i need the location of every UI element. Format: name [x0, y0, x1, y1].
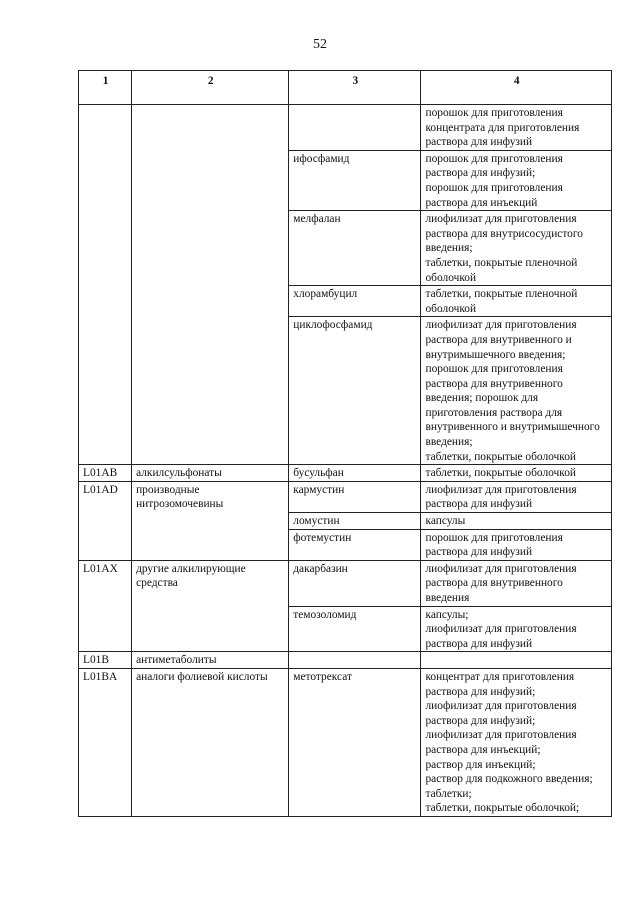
form-cell: концентрат для приготовления раствора для инфузий; лиофилизат для приготовления раствора для инфузий; лиофилизат для приготовления раствора для инъекций; раствор для инъекций; раствор для подкожного введения; таблетки; таблетки, покрытые оболочкой;	[421, 668, 612, 816]
form-cell: порошок для приготовления концентрата для приготовления раствора для инфузий	[421, 105, 612, 151]
table-header	[79, 71, 612, 105]
group-cell: аналоги фолиевой кислоты	[132, 668, 289, 816]
drug-cell: темозоломид	[289, 606, 421, 652]
drug-cell: циклофосфамид	[289, 317, 421, 465]
form-cell: порошок для приготовления раствора для инфузий; порошок для приготовления раствора для инъекций	[421, 150, 612, 210]
table-row	[79, 668, 612, 816]
column-header: 1	[79, 71, 132, 105]
table-row	[79, 105, 612, 151]
drug-cell: ломустин	[289, 513, 421, 530]
table-row	[79, 465, 612, 482]
group-cell: другие алкилирующие средства	[132, 560, 289, 652]
atc-code-cell: L01BA	[79, 668, 132, 816]
form-cell: лиофилизат для приготовления раствора для внутривенного введения	[421, 560, 612, 606]
table-row	[79, 481, 612, 512]
atc-code-cell: L01B	[79, 652, 132, 669]
atc-code-cell: L01AB	[79, 465, 132, 482]
form-cell: порошок для приготовления раствора для инфузий	[421, 529, 612, 560]
form-cell	[421, 652, 612, 669]
form-cell: капсулы	[421, 513, 612, 530]
table-row	[79, 560, 612, 606]
drug-table	[78, 70, 612, 817]
group-cell	[132, 105, 289, 465]
form-cell: таблетки, покрытые оболочкой	[421, 465, 612, 482]
group-cell: алкилсульфонаты	[132, 465, 289, 482]
group-cell: производные нитрозомочевины	[132, 481, 289, 560]
drug-cell: дакарбазин	[289, 560, 421, 606]
drug-cell: фотемустин	[289, 529, 421, 560]
drug-cell: хлорамбуцил	[289, 286, 421, 317]
table-row	[79, 652, 612, 669]
column-header: 4	[421, 71, 612, 105]
form-cell: таблетки, покрытые пленочной оболочкой	[421, 286, 612, 317]
drug-cell: ифосфамид	[289, 150, 421, 210]
drug-cell: метотрексат	[289, 668, 421, 816]
column-header: 2	[132, 71, 289, 105]
header-row	[79, 71, 612, 105]
atc-code-cell: L01AX	[79, 560, 132, 652]
form-cell: лиофилизат для приготовления раствора для инфузий	[421, 481, 612, 512]
atc-code-cell	[79, 105, 132, 465]
group-cell: антиметаболиты	[132, 652, 289, 669]
drug-cell: мелфалан	[289, 211, 421, 286]
drug-cell	[289, 652, 421, 669]
drug-cell: бусульфан	[289, 465, 421, 482]
column-header: 3	[289, 71, 421, 105]
form-cell: лиофилизат для приготовления раствора для внутрисосудистого введения; таблетки, покрытые пленочной оболочкой	[421, 211, 612, 286]
form-cell: капсулы; лиофилизат для приготовления раствора для инфузий	[421, 606, 612, 652]
atc-code-cell: L01AD	[79, 481, 132, 560]
drug-cell: кармустин	[289, 481, 421, 512]
drug-cell	[289, 105, 421, 151]
page-number: 52	[313, 37, 327, 52]
table-body	[79, 105, 612, 817]
form-cell: лиофилизат для приготовления раствора для внутривенного и внутримышечного введения; порошок для приготовления раствора для внутривенного введения; порошок для приготовления раствора для внутривенного и внутримышечного введения; таблетки, покрытые оболочкой	[421, 317, 612, 465]
